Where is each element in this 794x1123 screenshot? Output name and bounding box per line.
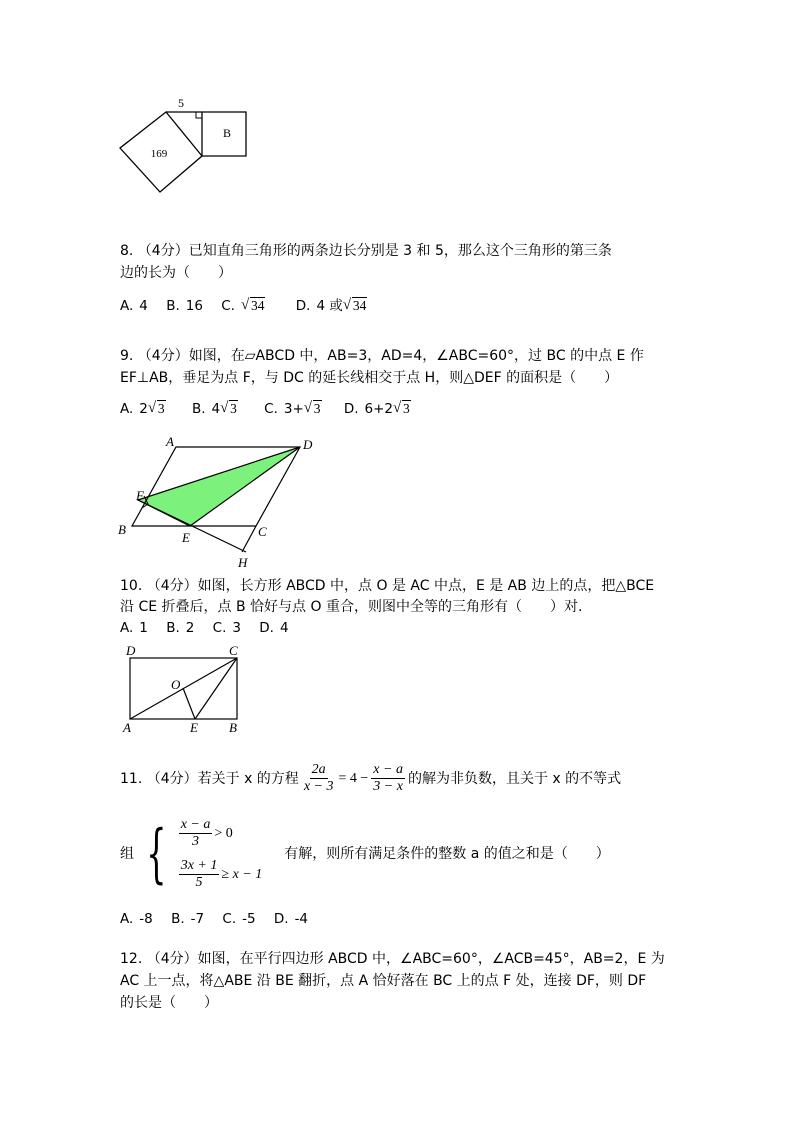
label-5: 5 [178,96,184,110]
q9-option-b: B. 4 √ 3 [191,400,237,417]
q12-line1: 12. （4分）如图，在平行四边形 ABCD 中，∠ABC=60°，∠ACB=45°，AB=2，E 为 [120,951,665,967]
label-a: A [123,720,131,735]
q11-fraction-2: $\frac{x - a}{3 - x}$ [373,762,403,794]
label-169: 169 [150,148,168,160]
label-e: E [182,530,190,545]
q11-line1: 11. （4分）若关于 x 的方程 $\frac{2a}{x - 3}$ = 4 − $\frac{x - a}{3 - x}$ 的解为非负数，且关于 x 的不等式 [120,762,622,794]
label-d: D [303,437,313,452]
label-h: H [238,555,248,570]
label-b: B [118,522,126,537]
q9-line1: 9. （4分）如图，在▱ABCD 中，AB=3，AD=4，∠ABC=60°，过 BC 的中点 E 作 [120,348,644,364]
q8-line1: 8. （4分）已知直角三角形的两条边长分别是 3 和 5，那么这个三角形的第三条 [120,243,612,259]
q12-line3: 的长是（ ） [120,995,218,1011]
q11-line2: 组 { $\frac{x - a}{3}$ > 0 $\frac{3x + 1}{5}$ ≥ x − 1 有解，则所有满足条件的整数 a 的值之和是（ ） [120,817,610,891]
q8-line2: 边的长为（ ） [120,265,232,281]
q9-option-a: A. 2 √ 3 [120,400,165,417]
sqrt-icon: √ 3 [220,400,237,416]
q9-option-d: D. 6+2 √ 3 [343,400,410,417]
q9-options [120,399,425,419]
q8-option-a: A. 4 [120,298,148,314]
q11-option-d: D. -4 [273,911,309,927]
triangle-def [138,447,300,526]
q11-inequality-2: $\frac{3x + 1}{5}$ ≥ x − 1 [180,858,263,890]
q10-line1: 10. （4分）如图，长方形 ABCD 中，点 O 是 AC 中点，E 是 AB 边上的点，把△BCE [120,578,655,594]
q10-options [120,618,303,638]
squares-figure [110,90,260,200]
q11-option-c: C. -5 [222,911,256,927]
q10-option-b: B. 2 [166,620,195,636]
q10-option-a: A. 1 [120,620,148,636]
q10-option-d: D. 4 [259,620,289,636]
left-brace-icon: { [146,817,167,891]
q11-option-b: B. -7 [171,911,205,927]
label-b: B [222,126,232,140]
label-d: D [126,643,136,658]
q11-inequality-1: $\frac{x - a}{3}$ > 0 [180,817,233,849]
sqrt-icon: √ 3 [303,400,321,416]
q10-line2: 沿 CE 折叠后，点 B 恰好与点 O 重合，则图中全等的三角形有（ ）对. [120,599,583,615]
q11-fraction-1: $\frac{2a}{x - 3}$ [303,762,334,794]
q8-option-d: D. 4 或 √ 34 [295,297,367,314]
q11-inequality-system [179,817,263,891]
q10-rectangle-figure [115,640,250,738]
label-c: C [258,524,267,539]
q10-option-c: C. 3 [212,620,241,636]
label-a: A [166,434,174,449]
label-b: B [229,720,237,735]
q11-option-a: A. -8 [120,911,153,927]
q11-options [120,909,322,929]
q9-line2: EF⊥AB，垂足为点 F，与 DC 的延长线相交于点 H，则△DEF 的面积是（ ） [120,370,619,386]
q8-options [120,296,381,316]
sqrt-icon: √ 3 [147,400,165,416]
label-c: C [229,643,238,658]
sqrt-icon: √ 3 [393,400,410,416]
sqrt-icon: √ 34 [240,297,265,313]
q9-parallelogram-figure [110,432,330,572]
label-o: O [171,677,181,692]
sqrt-icon: √ 34 [342,297,367,313]
q12-line2: AC 上一点，将△ABE 沿 BE 翻折，点 A 恰好落在 BC 上的点 F 处，连接 DF，则 DF [120,973,647,989]
q8-option-c: C. √ 34 [221,297,265,314]
label-f: F [136,488,144,503]
label-e: E [190,720,198,735]
q9-option-c: C. 3+ √ 3 [264,400,321,417]
q8-option-b: B. 16 [166,298,203,314]
